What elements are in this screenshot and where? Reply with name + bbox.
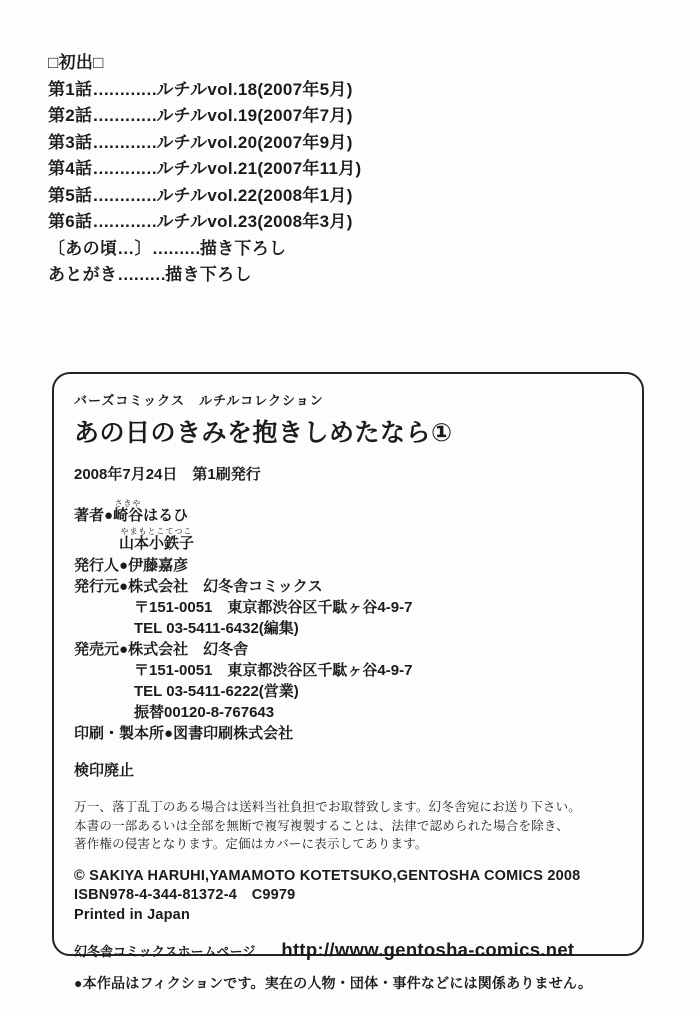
entry-label: 第1話	[48, 79, 93, 99]
leader-dots: …………	[92, 159, 157, 178]
distributor-row	[74, 639, 624, 660]
printer-name: 図書印刷株式会社	[173, 725, 294, 742]
entry-label: 〔あの頃…〕	[48, 238, 152, 258]
printer-row	[74, 723, 624, 744]
leader-dots: …………	[92, 212, 157, 231]
first-publication-entry	[48, 103, 362, 130]
first-publication-list	[48, 50, 362, 289]
credits-block	[74, 499, 624, 744]
postal-transfer: 振替00120-8-767643	[134, 704, 275, 721]
entry-label: 第3話	[48, 132, 93, 152]
entry-value: ルチルvol.20(2007年9月)	[156, 132, 353, 152]
entry-label: 第2話	[48, 106, 93, 125]
distributor-name: 株式会社 幻冬舎	[128, 641, 249, 658]
inspection-seal-abolished: 検印廃止	[74, 762, 135, 779]
first-publication-entry	[48, 262, 362, 289]
entry-value: ルチルvol.21(2007年11月)	[156, 159, 362, 178]
leader-dots: …………	[92, 185, 157, 205]
author-name-1-furigana: さきや	[113, 499, 144, 508]
leader-dots: ………	[117, 265, 166, 284]
fiction-disclaimer: ●本作品はフィクションです。実在の人物・団体・事件などには関係ありません。	[74, 975, 593, 991]
author-label: 著者●	[74, 507, 114, 524]
publisher-person-name: 伊藤嘉彦	[128, 557, 189, 574]
author-name-1-base: 崎谷	[113, 507, 144, 524]
rights-block	[74, 867, 624, 926]
entry-value: ルチルvol.23(2008年3月)	[156, 212, 353, 231]
first-publication-header: □初出□	[48, 53, 104, 72]
distributor-label: 発売元●	[74, 641, 129, 658]
first-publication-entry	[48, 130, 362, 157]
homepage-row	[74, 939, 624, 961]
entry-value: ルチルvol.18(2007年5月)	[156, 79, 353, 99]
book-title: あの日のきみを抱きしめたなら	[74, 419, 432, 447]
book-title-line	[74, 413, 624, 449]
entry-label: 第6話	[48, 212, 93, 231]
first-publication-entry	[48, 77, 362, 104]
leader-dots: …………	[92, 132, 157, 152]
leader-dots: …………	[92, 106, 157, 125]
author-name-2	[119, 527, 195, 552]
notice-line: 本書の一部あるいは全部を無断で複写複製することは、法律で認められた場合を除き、	[74, 818, 569, 833]
entry-label: 第4話	[48, 159, 93, 178]
leader-dots: ………	[151, 238, 200, 258]
distributor-address: 〒151-0051 東京都渋谷区千駄ヶ谷4-9-7	[134, 662, 413, 679]
copyright-line: © SAKIYA HARUHI,YAMAMOTO KOTETSUKO,GENTOSHA COMICS 2008	[74, 867, 581, 884]
printed-in-line: Printed in Japan	[74, 906, 190, 923]
entry-value: 描き下ろし	[199, 238, 287, 258]
leader-dots: …………	[92, 79, 157, 99]
entry-label: 第5話	[48, 185, 93, 205]
first-publication-entry	[48, 156, 362, 183]
homepage-label: 幻冬舎コミックスホームページ	[74, 944, 256, 959]
distributor-tel: TEL 03-5411-6222(営業)	[134, 683, 299, 700]
series-imprint: バーズコミックス ルチルコレクション	[74, 393, 324, 408]
author-name-1-rest: はるひ	[143, 507, 189, 524]
publisher-person-row	[74, 555, 624, 576]
first-publication-entry	[48, 236, 362, 263]
publisher-label: 発行元●	[74, 578, 129, 595]
volume-number: ①	[431, 419, 453, 447]
edition-date: 2008年7月24日 第1刷発行	[74, 466, 261, 483]
publisher-tel: TEL 03-5411-6432(編集)	[134, 620, 299, 637]
author-name-2-base: 山本小鉄子	[119, 535, 195, 552]
entry-value: 描き下ろし	[165, 265, 252, 284]
author-row	[74, 499, 624, 527]
entry-label: あとがき	[48, 265, 118, 284]
entry-value: ルチルvol.22(2008年1月)	[156, 185, 353, 205]
isbn-line: ISBN978-4-344-81372-4 C9979	[74, 887, 296, 903]
publisher-row	[74, 576, 624, 597]
author-name-1	[113, 499, 144, 524]
publisher-person-label: 発行人●	[74, 557, 129, 574]
homepage-url: http://www.gentosha-comics.net	[281, 939, 575, 960]
publisher-address: 〒151-0051 東京都渋谷区千駄ヶ谷4-9-7	[134, 599, 413, 616]
legal-notice-block	[74, 798, 624, 854]
printer-label: 印刷・製本所●	[74, 725, 174, 742]
first-publication-entry	[48, 183, 362, 210]
entry-value: ルチルvol.19(2007年7月)	[156, 106, 353, 125]
colophon-box	[52, 372, 644, 991]
notice-line: 著作権の侵害となります。定価はカバーに表示してあります。	[74, 837, 428, 851]
first-publication-entry	[48, 209, 362, 236]
author-row-2	[74, 527, 624, 555]
notice-line: 万一、落丁乱丁のある場合は送料当社負担でお取替致します。幻冬舎宛にお送り下さい。	[74, 800, 582, 814]
author-name-2-furigana: やまもとこてつこ	[119, 527, 194, 536]
publisher-name: 株式会社 幻冬舎コミックス	[128, 578, 323, 595]
